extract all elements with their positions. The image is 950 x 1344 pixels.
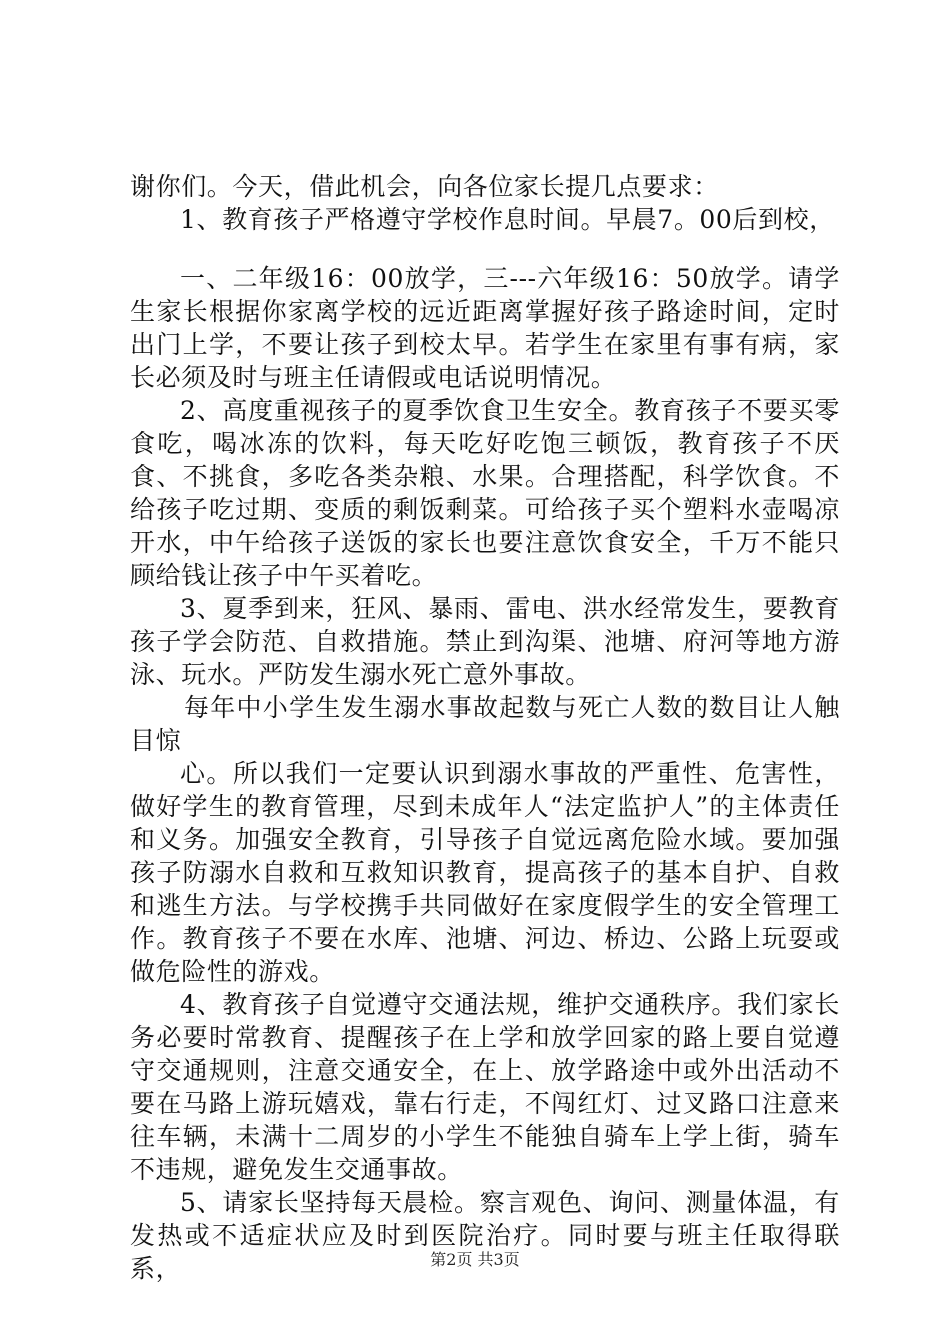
document-body [130, 170, 840, 1285]
paragraph-item-2: 2、高度重视孩子的夏季饮食卫生安全。教育孩子不要买零食吃，喝冰冻的饮料，每天吃好吃饱三顿饭，教育孩子不厌食、不挑食，多吃各类杂粮、水果。合理搭配，科学饮食。不给孩子吃过期、变质的剩饭剩菜。可给孩子买个塑料水壶喝凉开水，中午给孩子送饭的家长也要注意饮食安全，千万不能只顾给钱让孩子中午买着吃。 [130, 396, 840, 590]
paragraph-item-4: 4、教育孩子自觉遵守交通法规，维护交通秩序。我们家长务必要时常教育、提醒孩子在上学和放学回家的路上要自觉遵守交通规则，注意交通安全，在上、放学路途中或外出活动不要在马路上游玩嬉戏，靠右行走，不闯红灯、过叉路口注意来往车辆，未满十二周岁的小学生不能独自骑车上学上街，骑车不违规，避免发生交通事故。 [130, 990, 840, 1184]
paragraph-intro: 谢你们。今天，借此机会，向各位家长提几点要求： [130, 172, 719, 201]
page-footer: 第2页 共3页 [430, 1250, 520, 1269]
paragraph-item-1-cont: 一、二年级16：00放学，三---六年级16：50放学。请学生家长根据你家离学校的远近距离掌握好孩子路途时间，定时出门上学，不要让孩子到校太早。若学生在家里有事有病，家长必须及时与班主任请假或电话说明情况。 [130, 264, 840, 392]
paragraph-item-3: 3、夏季到来，狂风、暴雨、雷电、洪水经常发生，要教育孩子学会防范、自救措施。禁止到沟渠、池塘、府河等地方游泳、玩水。严防发生溺水死亡意外事故。 [130, 594, 840, 689]
paragraph-item-5: 5、请家长坚持每天晨检。察言观色、询问、测量体温，有发热或不适症状应及时到医院治疗。同时要与班主任取得联系， [130, 1188, 840, 1283]
paragraph-item-1: 1、教育孩子严格遵守学校作息时间。早晨7。00后到校， [180, 205, 835, 234]
paragraph-drowning-cont: 心。所以我们一定要认识到溺水事故的严重性、危害性，做好学生的教育管理，尽到未成年人“法定监护人”的主体责任和义务。加强安全教育，引导孩子自觉远离危险水域。要加强孩子防溺水自救和互救知识教育，提高孩子的基本自护、自救和逃生方法。与学校携手共同做好在家度假学生的安全管理工作。教育孩子不要在水库、池塘、河边、桥边、公路上玩耍或做危险性的游戏。 [130, 759, 840, 986]
paragraph-drowning-stats: 每年中小学生发生溺水事故起数与死亡人数的数目让人触目惊 [130, 693, 840, 755]
paragraph-gap [130, 236, 840, 262]
